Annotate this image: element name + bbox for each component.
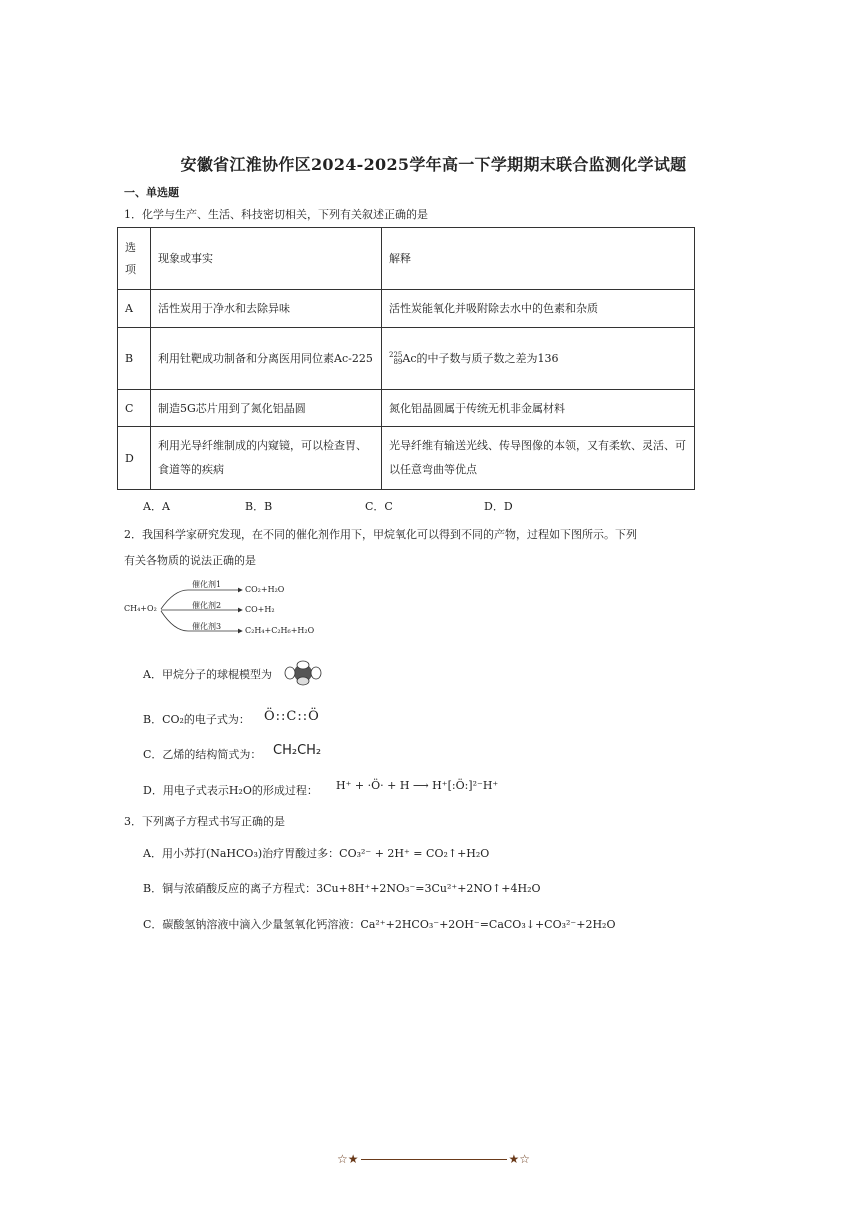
footer-stars-left-icon: ☆★ bbox=[336, 1152, 359, 1166]
q2-option-d[interactable]: D．用电子式表示H₂O的形成过程： bbox=[143, 784, 318, 797]
header-explanation: 解释 bbox=[382, 228, 695, 290]
catalyst-2-label: 催化剂2 bbox=[192, 601, 222, 610]
table-row bbox=[118, 328, 695, 390]
row-fact: 利用钍靶成功制备和分离医用同位素Ac-225 bbox=[151, 328, 382, 390]
row-explanation: 225 89Ac的中子数与质子数之差为136 bbox=[382, 328, 695, 390]
row-fact: 利用光导纤维制成的内窥镜，可以检查胃、食道等的疾病 bbox=[151, 427, 382, 490]
product-3-label: C₂H₄+C₂H₆+H₂O bbox=[245, 626, 315, 635]
header-fact: 现象或事实 bbox=[151, 228, 382, 290]
q1-option-a[interactable]: A．A bbox=[143, 500, 170, 513]
reactant-label: CH₄+O₂ bbox=[124, 604, 157, 613]
q2-option-a[interactable]: A．甲烷分子的球棍模型为 bbox=[143, 668, 272, 681]
q1-option-c[interactable]: C．C bbox=[365, 500, 393, 513]
q1-option-d[interactable]: D．D bbox=[484, 500, 513, 513]
row-option: A bbox=[118, 290, 151, 328]
row-explanation: 活性炭能氧化并吸附除去水中的色素和杂质 bbox=[382, 290, 695, 328]
table-row bbox=[118, 427, 695, 490]
water-formation-formula: H⁺ + ·Ö· + H ⟶ H⁺[:Ö:]²⁻H⁺ bbox=[336, 779, 499, 792]
row-option: D bbox=[118, 427, 151, 490]
ethylene-formula: CH₂CH₂ bbox=[273, 743, 322, 758]
row-explanation: 光导纤维有输送光线、传导图像的本领，又有柔软、灵活、可以任意弯曲等优点 bbox=[382, 427, 695, 490]
q1-option-b[interactable]: B．B bbox=[245, 500, 273, 513]
footer-divider bbox=[361, 1159, 507, 1160]
row-fact: 制造5G芯片用到了氮化铝晶圆 bbox=[151, 390, 382, 427]
table-row bbox=[118, 290, 695, 328]
row-explanation: 氮化铝晶圆属于传统无机非金属材料 bbox=[382, 390, 695, 427]
q3-stem: 3．下列离子方程式书写正确的是 bbox=[124, 815, 285, 828]
q2-option-c[interactable]: C．乙烯的结构简式为： bbox=[143, 748, 262, 761]
page-title: 安徽省江淮协作区2024-2025学年高一下学期期末联合监测化学试题 bbox=[180, 155, 687, 174]
mass-number: 225 bbox=[389, 351, 403, 359]
q1-table bbox=[117, 227, 695, 490]
q3-option-b[interactable]: B．铜与浓硝酸反应的离子方程式：3Cu+8H⁺+2NO₃⁻=3Cu²⁺+2NO↑+4H₂O bbox=[143, 882, 541, 895]
catalyst-3-label: 催化剂3 bbox=[192, 622, 222, 631]
q3-option-c[interactable]: C．碳酸氢钠溶液中滴入少量氢氧化钙溶液：Ca²⁺+2HCO₃⁻+2OH⁻=CaCO₃↓+CO₃²⁻+2H₂O bbox=[143, 918, 616, 931]
q2-stem-line2: 有关各物质的说法正确的是 bbox=[124, 554, 256, 567]
co2-electron-formula: Ö::C::Ö bbox=[264, 709, 320, 724]
q2-option-b[interactable]: B．CO₂的电子式为： bbox=[143, 713, 250, 726]
table-row bbox=[118, 390, 695, 427]
q3-option-a[interactable]: A．用小苏打(NaHCO₃)治疗胃酸过多：CO₃²⁻ + 2H⁺ = CO₂↑+H₂O bbox=[143, 847, 490, 860]
reaction-diagram bbox=[124, 578, 324, 640]
row-fact: 活性炭用于净水和去除异味 bbox=[151, 290, 382, 328]
section-heading: 一、单选题 bbox=[124, 186, 179, 199]
footer-stars-right-icon: ★☆ bbox=[508, 1152, 531, 1166]
methane-ball-stick-icon bbox=[284, 660, 322, 686]
q1-stem: 1．化学与生产、生活、科技密切相关，下列有关叙述正确的是 bbox=[124, 208, 428, 221]
catalyst-1-label: 催化剂1 bbox=[192, 580, 222, 589]
product-2-label: CO+H₂ bbox=[245, 605, 275, 614]
q2-stem-line1: 2．我国科学家研究发现，在不同的催化剂作用下，甲烷氧化可以得到不同的产物，过程如下图所示。下列 bbox=[124, 528, 637, 541]
atomic-number: 89 bbox=[393, 358, 403, 366]
product-1-label: CO₂+H₂O bbox=[245, 585, 285, 594]
row-option: C bbox=[118, 390, 151, 427]
row-option: B bbox=[118, 328, 151, 390]
table-header-row bbox=[118, 228, 695, 290]
page-footer bbox=[0, 1152, 867, 1166]
header-option: 选项 bbox=[118, 228, 151, 290]
